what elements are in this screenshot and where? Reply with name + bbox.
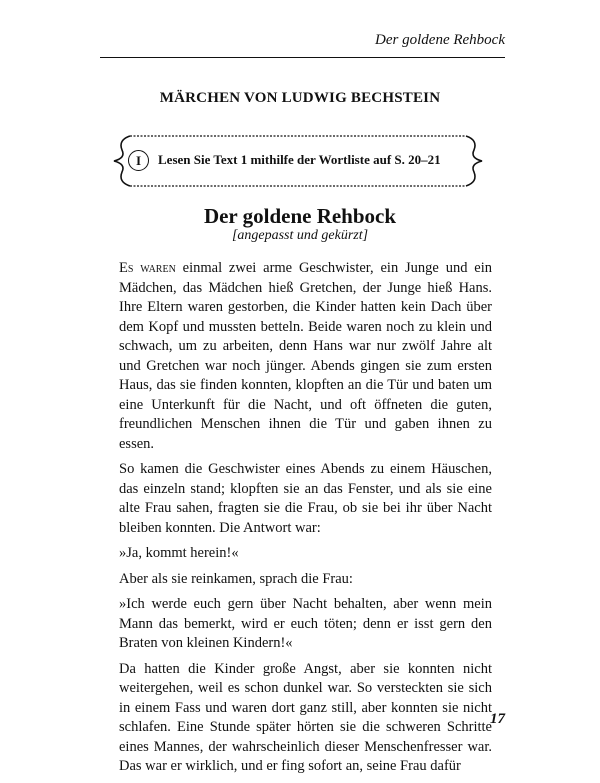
header-rule [100, 57, 505, 58]
task-banner [108, 130, 488, 192]
paragraph-3: »Ja, kommt herein!« [119, 545, 239, 561]
story-title: Der goldene Rehbock [203, 204, 397, 228]
story-subtitle: [angepasst und gekürzt] [231, 228, 369, 243]
collection-title: MÄRCHEN VON LUDWIG BECHSTEIN [159, 90, 441, 106]
task-number-badge: I [128, 150, 149, 171]
paragraph-4: Aber als sie reinkamen, sprach die Frau: [119, 570, 353, 587]
paragraph-6: Da hatten die Kinder große Angst, aber sie konnten nicht weitergehen, weil es schon dunkel war. So versteckten sie sich in einem Fass und waren dort ganz still, aber konnten sie nicht schlafen. Eine Stunde später hörten sie die schweren Schritte eines Mannes, der wahrscheinlich dieser Menschenfresser war. Das war er wirklich, und er fing sofort an, seine Frau dafür [119, 660, 492, 774]
paragraph-5: »Ich werde euch gern über Nacht behalten, aber wenn mein Mann das bemerkt, wird er euch töten; denn er isst gern den Braten von kleinen Kindern!« [119, 596, 492, 651]
task-instruction: Lesen Sie Text 1 mithilfe der Wortliste auf S. 20–21 [158, 152, 441, 167]
paragraph-2: So kamen die Geschwister eines Abends zu einem Häuschen, das einzeln stand; klopften sie an das Fenster, und als sie eine alte Frau sahen, fragten sie die Frau, ob sie bei ihr über Nacht bleiben konnten. Die Antwort war: [119, 461, 492, 536]
paragraph-1-rest: einmal zwei arme Geschwister, ein Junge und ein Mädchen, das Mädchen hieß Gretchen, der Junge hieß Hans. Ihre Eltern waren gestorben, die Kinder hatten kein Dach über dem Kopf und mussten betteln. Beide waren noch zu klein und schwach, um zu arbeiten, denn Hans war nur zwölf Jahre alt und Gretchen war noch jünger. Abends gingen sie zum ersten Haus, das sie finden konnten, klopften an die Tür und baten um eine Unterkunft für die Nacht, und oft öffneten die guten, freundlichen Menschen ihnen die Tür und gaben ihnen zu essen. [119, 260, 492, 452]
story-body [119, 259, 492, 783]
paragraph-1 [119, 259, 492, 454]
paragraph-1-lead: Es waren [119, 260, 176, 276]
running-head: Der goldene Rehbock [375, 32, 505, 48]
page-number: 17 [490, 711, 505, 727]
